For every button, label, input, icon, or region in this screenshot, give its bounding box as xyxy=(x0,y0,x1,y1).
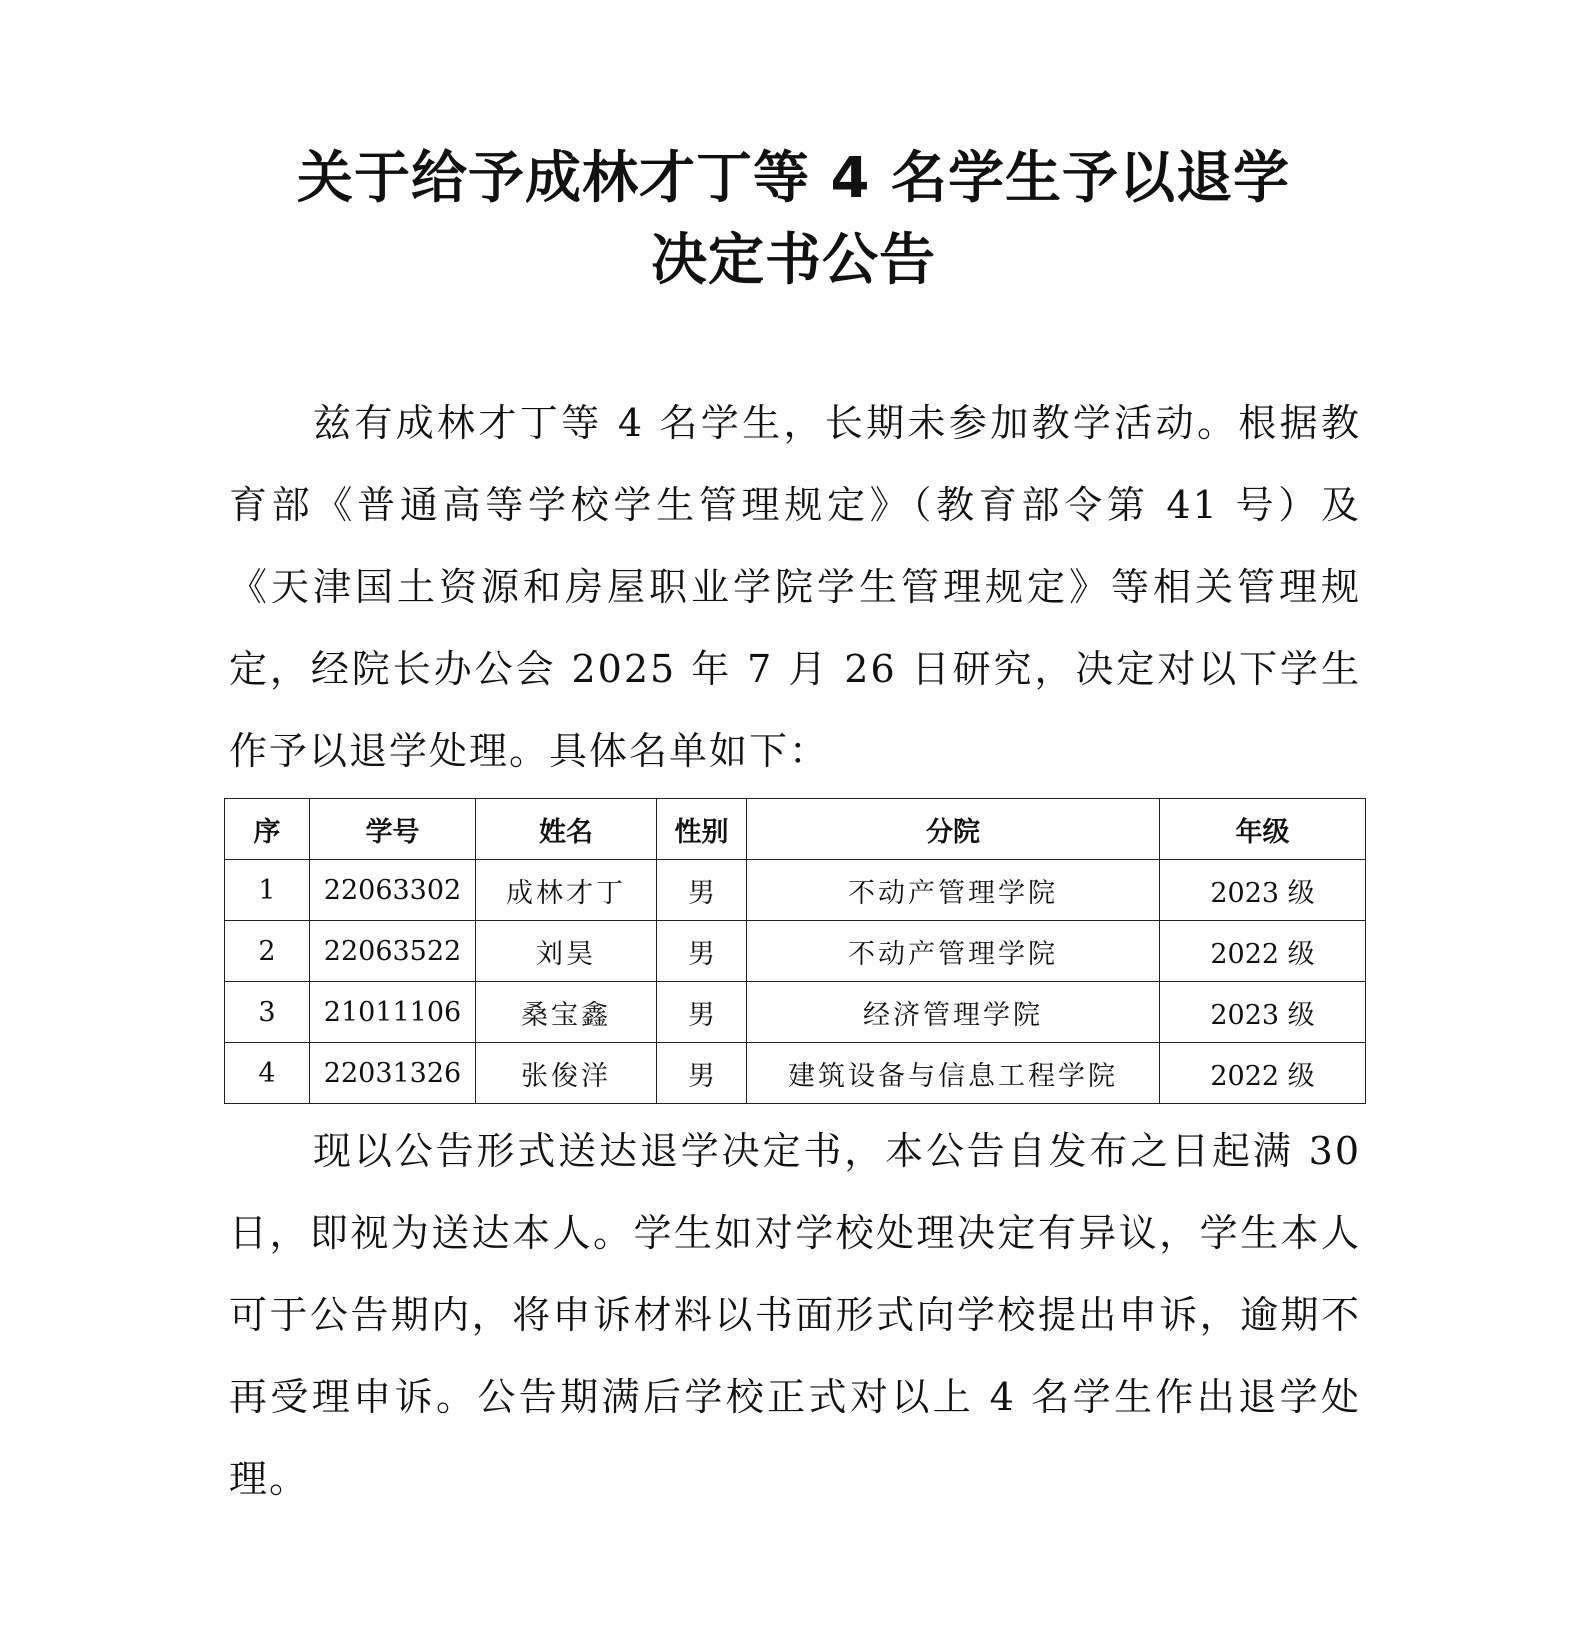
notice-paragraph: 现以公告形式送达退学决定书，本公告自发布之日起满 30 日，即视为送达本人。学生如对学校处理决定有异议，学生本人可于公告期内，将申诉材料以书面形式向学校提出申诉，逾期不再受理申诉。公告期满后学校正式对以上 4 名学生作出退学处理。 xyxy=(229,1129,1361,1501)
cell-college: 建筑设备与信息工程学院 xyxy=(747,1043,1160,1104)
header-grade: 年级 xyxy=(1160,799,1366,860)
cell-name: 桑宝鑫 xyxy=(476,982,657,1043)
cell-gender: 男 xyxy=(657,860,747,921)
intro-paragraph: 兹有成林才丁等 4 名学生，长期未参加教学活动。根据教育部《普通高等学校学生管理规定》（教育部令第 41 号）及《天津国土资源和房屋职业学院学生管理规定》等相关管理规定，经院长办公会 2025 年 7 月 26 日研究，决定对以下学生作予以退学处理。具体名单如下： xyxy=(229,401,1361,773)
cell-index: 2 xyxy=(225,921,310,982)
cell-gender: 男 xyxy=(657,1043,747,1104)
header-college: 分院 xyxy=(747,799,1160,860)
cell-index: 1 xyxy=(225,860,310,921)
cell-student-id: 21011106 xyxy=(310,982,476,1043)
table-row xyxy=(225,982,1366,1043)
cell-name: 刘昊 xyxy=(476,921,657,982)
cell-index: 4 xyxy=(225,1043,310,1104)
header-gender: 性别 xyxy=(657,799,747,860)
header-index: 序 xyxy=(225,799,310,860)
student-table-container xyxy=(224,798,1365,1104)
cell-gender: 男 xyxy=(657,921,747,982)
title-line-1: 关于给予成林才丁等 4 名学生予以退学 xyxy=(297,146,1290,211)
cell-grade: 2022 级 xyxy=(1160,1043,1366,1104)
table-row xyxy=(225,1043,1366,1104)
cell-college: 经济管理学院 xyxy=(747,982,1160,1043)
header-name: 姓名 xyxy=(476,799,657,860)
cell-grade: 2023 级 xyxy=(1160,860,1366,921)
cell-student-id: 22031326 xyxy=(310,1043,476,1104)
table-row xyxy=(225,921,1366,982)
document-title xyxy=(0,138,1587,302)
cell-grade: 2022 级 xyxy=(1160,921,1366,982)
student-table xyxy=(224,798,1366,1104)
cell-index: 3 xyxy=(225,982,310,1043)
cell-grade: 2023 级 xyxy=(1160,982,1366,1043)
cell-student-id: 22063522 xyxy=(310,921,476,982)
table-header-row xyxy=(225,799,1366,860)
cell-college: 不动产管理学院 xyxy=(747,921,1160,982)
header-student-id: 学号 xyxy=(310,799,476,860)
cell-name: 成林才丁 xyxy=(476,860,657,921)
table-row xyxy=(225,860,1366,921)
cell-student-id: 22063302 xyxy=(310,860,476,921)
cell-name: 张俊洋 xyxy=(476,1043,657,1104)
title-line-2: 决定书公告 xyxy=(651,228,936,293)
cell-gender: 男 xyxy=(657,982,747,1043)
cell-college: 不动产管理学院 xyxy=(747,860,1160,921)
